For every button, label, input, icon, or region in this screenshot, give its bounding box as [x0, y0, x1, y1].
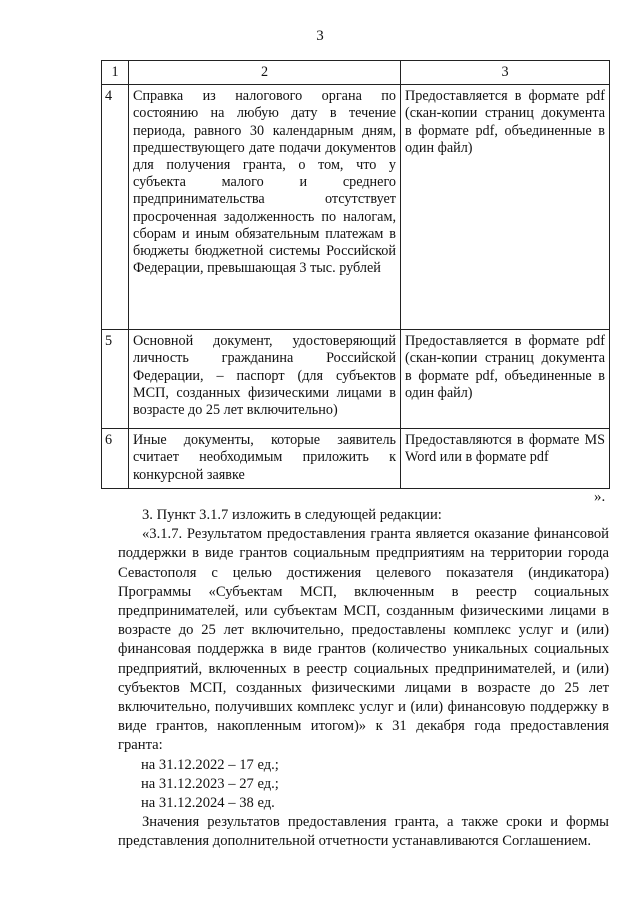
amendment-text [118, 506, 609, 852]
target-2023: на 31.12.2023 – 27 ед.; [141, 775, 279, 792]
target-2024: на 31.12.2024 – 38 ед. [141, 795, 275, 812]
table-row [102, 429, 610, 489]
document-format: Предоставляются в формате MS Word или в формате pdf [401, 429, 610, 489]
table-row [102, 85, 610, 330]
document-format: Предоставляется в формате pdf (скан-копии страниц документа в формате pdf, объединенные в один файл) [401, 330, 610, 429]
clause-3-1-7: «3.1.7. Результатом предоставления гранта является оказание финансовой поддержки в виде грантов социальным предприятиям на территории города Севастополя с целью достижения целевого показателя (индикатора) Программы «Субъектам МСП, включенным в реестр социальных предпринимателей, или субъектам МСП, созданным физическими лицами в возрасте до 25 лет включительно, предоставлены комплекс услуг и (или) финансовая поддержка в виде грантов (количество уникальных социальных предприятий, включенных в реестр социальных предпринимателей, и (или) субъектов МСП, созданных физическими лицами в возрасте до 25 лет включительно, получивших комплекс услуг и (или) финансовую поддержку в виде грантов, накопленным итогом)» к 31 декабря года предоставления гранта: [118, 526, 609, 754]
document-format: Предоставляется в формате pdf (скан-копии страниц документа в формате pdf, объединенные в один файл) [401, 85, 610, 330]
table-header-row [102, 61, 610, 85]
header-col-1: 1 [102, 61, 129, 85]
document-description: Справка из налогового органа по состоянию на любую дату в течение периода, равного 30 календарным дням, предшествующего дате подачи документов для получения гранта, о том, что у субъекта малого и среднего предпринимательства отсутствует просроченная задолженность по налогам, сборам и иным обязательным платежам в бюджеты бюджетной системы Российской Федерации, превышающая 3 тыс. рублей [129, 85, 401, 330]
target-2022: на 31.12.2022 – 17 ед.; [141, 756, 279, 773]
final-paragraph: Значения результатов предоставления гранта, а также сроки и формы представления дополнительной отчетности устанавливаются Соглашением. [118, 814, 609, 850]
row-number: 4 [102, 85, 129, 330]
amendment-intro: 3. Пункт 3.1.7 изложить в следующей редакции: [142, 507, 442, 523]
document-description: Иные документы, которые заявитель считает необходимым приложить к конкурсной заявке [129, 429, 401, 489]
header-col-2: 2 [129, 61, 401, 85]
closing-quote-mark: ». [594, 489, 606, 505]
page-number: 3 [316, 28, 324, 44]
header-col-3: 3 [401, 61, 610, 85]
table-row [102, 330, 610, 429]
documents-table [101, 60, 610, 489]
row-number: 5 [102, 330, 129, 429]
row-number: 6 [102, 429, 129, 489]
document-description: Основной документ, удостоверяющий личность гражданина Российской Федерации, – паспорт (для субъектов МСП, созданных физическими лицами в возрасте до 25 лет включительно) [129, 330, 401, 429]
